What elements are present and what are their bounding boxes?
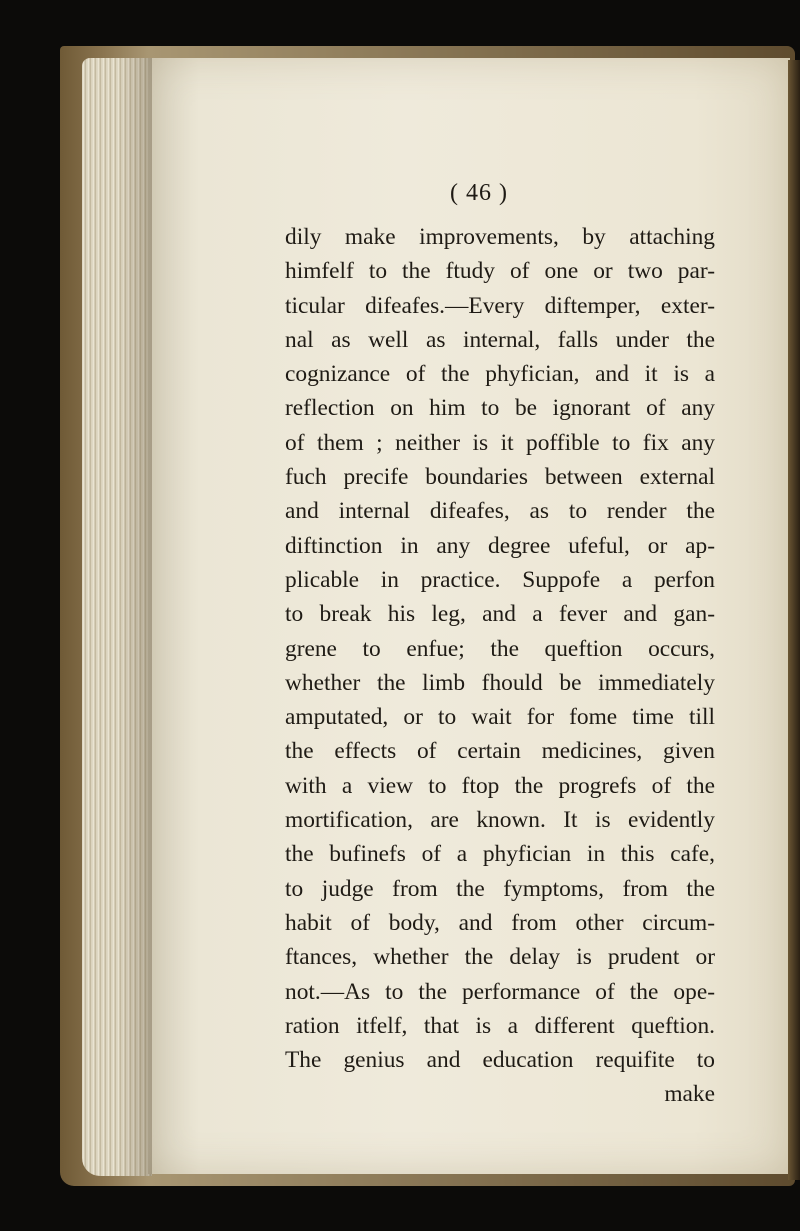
text-line: diftinction in any degree ufeful, or ap- xyxy=(285,532,715,559)
page-number: ( 46 ) xyxy=(450,180,508,206)
text-line: ration itfelf, that is a different queftion. xyxy=(285,1012,715,1039)
text-line: with a view to ftop the progrefs of the xyxy=(285,772,715,799)
text-line: himfelf to the ftudy of one or two par- xyxy=(285,258,715,285)
text-line: dily make improvements, by attaching xyxy=(285,224,715,250)
text-line: and internal difeafes, as to render the xyxy=(285,498,715,525)
text-line: reflection on him to be ignorant of any xyxy=(285,395,715,422)
text-line: The genius and education requifite to xyxy=(285,1047,715,1074)
text-line: of them ; neither is it poffible to fix any xyxy=(285,429,715,456)
text-line: nal as well as internal, falls under the xyxy=(285,326,715,353)
text-line: the bufinefs of a phyfician in this cafe, xyxy=(285,841,715,868)
body-text xyxy=(285,220,715,1112)
text-line: fuch precife boundaries between external xyxy=(285,464,715,491)
text-line: the effects of certain medicines, given xyxy=(285,738,715,765)
text-line: mortification, are known. It is evidently xyxy=(285,807,715,834)
text-line: ftances, whether the delay is prudent or xyxy=(285,944,715,971)
text-line: grene to enfue; the queftion occurs, xyxy=(285,635,715,662)
text-line: cognizance of the phyfician, and it is a xyxy=(285,361,715,388)
book-right-edge xyxy=(788,60,800,1180)
text-line: plicable in practice. Suppofe a perfon xyxy=(285,566,715,593)
text-line: amputated, or to wait for fome time till xyxy=(285,704,715,731)
text-line: to judge from the fymptoms, from the xyxy=(285,875,715,902)
text-line: habit of body, and from other circum- xyxy=(285,909,715,936)
text-line: ticular difeafes.—Every diftemper, exter- xyxy=(285,292,715,319)
text-line: to break his leg, and a fever and gan- xyxy=(285,601,715,628)
text-line: not.—As to the performance of the ope- xyxy=(285,978,715,1005)
gutter-shadow xyxy=(118,58,152,1176)
text-line: whether the limb fhould be immediately xyxy=(285,669,715,696)
catchword: make xyxy=(664,1081,715,1108)
